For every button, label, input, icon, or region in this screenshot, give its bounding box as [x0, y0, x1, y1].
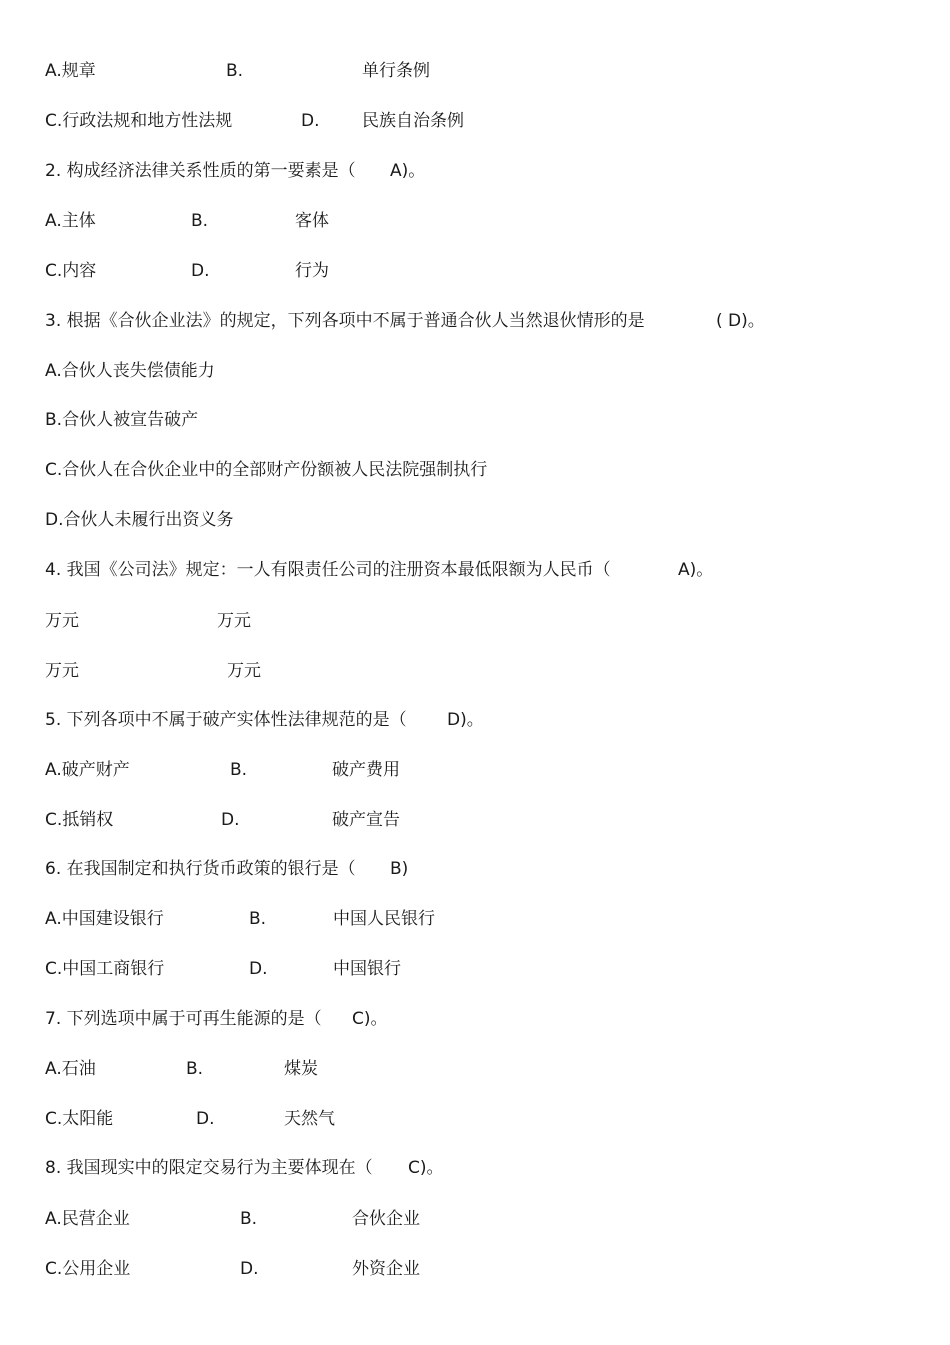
- question-text: 5. 下列各项中不属于破产实体性法律规范的是（: [45, 710, 407, 730]
- option-text: C.太阳能: [45, 1109, 114, 1129]
- option-label: D.: [191, 261, 210, 281]
- answer-text: ( D)。: [716, 311, 765, 331]
- option-text: C.抵销权: [45, 810, 114, 830]
- option-label: D.: [301, 111, 320, 131]
- option-text: C.合伙人在合伙企业中的全部财产份额被人民法院强制执行: [45, 460, 488, 480]
- option-text: A.破产财产: [45, 760, 130, 780]
- option-row: [45, 60, 96, 82]
- option-text: 合伙企业: [352, 1209, 420, 1229]
- option-text: 天然气: [284, 1109, 335, 1129]
- question-text: 2. 构成经济法律关系性质的第一要素是（: [45, 161, 356, 181]
- option-label: D.: [240, 1259, 259, 1279]
- answer-text: A)。: [678, 560, 714, 580]
- question-text: 8. 我国现实中的限定交易行为主要体现在（: [45, 1158, 373, 1178]
- option-text: 中国人民银行: [333, 909, 435, 929]
- option-text: A.中国建设银行: [45, 909, 164, 929]
- option-text: 万元: [217, 611, 251, 631]
- option-a-text: A.规章: [45, 61, 96, 81]
- option-text: A.民营企业: [45, 1209, 130, 1229]
- option-label: D.: [221, 810, 240, 830]
- answer-text: D)。: [447, 710, 484, 730]
- answer-text: C)。: [352, 1009, 388, 1029]
- option-label: B.: [186, 1059, 204, 1079]
- option-text: A.石油: [45, 1059, 96, 1079]
- option-text: 万元: [227, 661, 261, 681]
- answer-text: A)。: [390, 161, 426, 181]
- option-text: 破产宣告: [332, 810, 400, 830]
- option-text: 破产费用: [332, 760, 400, 780]
- option-text: A.主体: [45, 211, 96, 231]
- option-text: 煤炭: [284, 1059, 318, 1079]
- option-text: C.内容: [45, 261, 97, 281]
- answer-text: B): [390, 859, 409, 879]
- option-text: 中国银行: [333, 959, 401, 979]
- option-label: B.: [240, 1209, 258, 1229]
- option-text: B.合伙人被宣告破产: [45, 410, 199, 430]
- option-label: D.: [196, 1109, 215, 1129]
- option-text: 万元: [45, 661, 79, 681]
- option-text: A.合伙人丧失偿债能力: [45, 361, 215, 381]
- question-text: 7. 下列选项中属于可再生能源的是（: [45, 1009, 322, 1029]
- option-text: 民族自治条例: [362, 111, 464, 131]
- option-text: C.行政法规和地方性法规: [45, 111, 233, 131]
- option-label: B.: [249, 909, 267, 929]
- option-text: C.公用企业: [45, 1259, 131, 1279]
- option-text: 单行条例: [362, 61, 430, 81]
- option-text: 外资企业: [352, 1259, 420, 1279]
- option-text: 客体: [295, 211, 329, 231]
- option-label: B.: [226, 61, 244, 81]
- option-text: C.中国工商银行: [45, 959, 165, 979]
- option-label: B.: [191, 211, 209, 231]
- option-label: B.: [230, 760, 248, 780]
- option-text: 万元: [45, 611, 79, 631]
- question-text: 3. 根据《合伙企业法》的规定，下列各项中不属于普通合伙人当然退伙情形的是: [45, 311, 645, 331]
- question-text: 6. 在我国制定和执行货币政策的银行是（: [45, 859, 356, 879]
- option-text: D.合伙人未履行出资义务: [45, 510, 234, 530]
- answer-text: C)。: [408, 1158, 444, 1178]
- question-text: 4. 我国《公司法》规定：一人有限责任公司的注册资本最低限额为人民币（: [45, 560, 611, 580]
- option-text: 行为: [295, 261, 329, 281]
- option-label: D.: [249, 959, 268, 979]
